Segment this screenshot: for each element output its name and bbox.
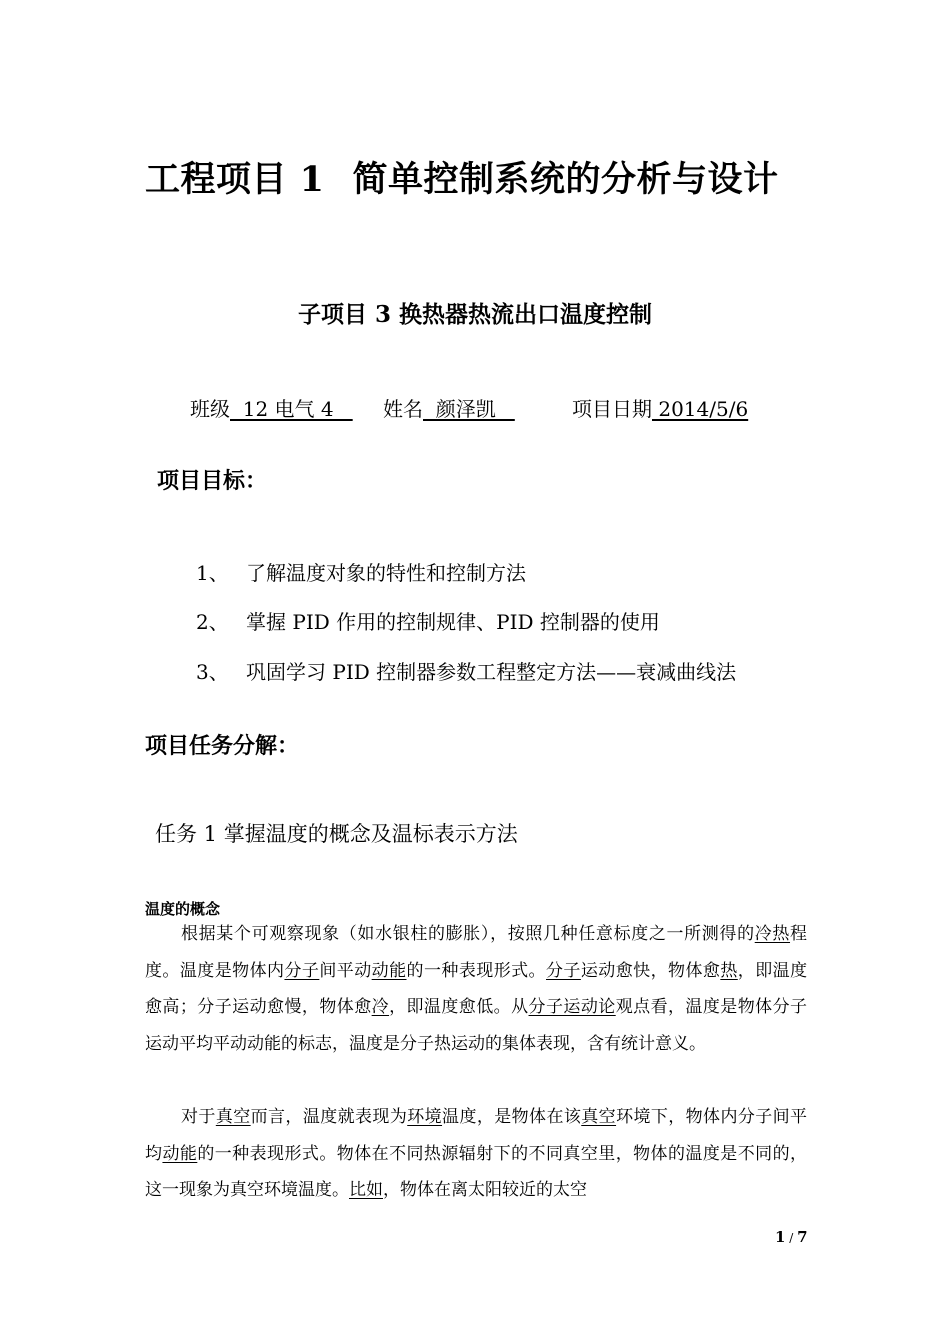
goal-item [196, 557, 526, 586]
link-text[interactable]: 冷热 [754, 924, 791, 944]
link-text[interactable]: 分子 [284, 960, 320, 981]
text-run: 根据某个可观察现象（如水银柱的膨胀），按照几种任意标度之一所测得的 [181, 924, 755, 944]
page-separator: / [785, 1231, 798, 1245]
concept-paragraph-1 [145, 916, 807, 1062]
class-label: 班级 [190, 397, 230, 421]
task-1-title: 任务 1 掌握温度的概念及温标表示方法 [155, 822, 518, 846]
tasks-heading: 项目任务分解： [145, 733, 300, 759]
goal-text: 巩固学习 PID 控制器参数工程整定方法——衰减曲线法 [246, 660, 737, 684]
title-project-name: 简单控制系统的分析与设计 [352, 159, 779, 200]
concept-paragraph-2 [145, 1099, 807, 1209]
link-text[interactable]: 分子 [546, 960, 581, 981]
text-run: 而言，温度就表现为 [250, 1107, 408, 1127]
text-run: 的一种表现形式。 [406, 960, 546, 981]
document-title [145, 152, 779, 202]
class-value: 12 电气 4 [230, 397, 353, 421]
text-run: ，即温度愈低。从 [389, 997, 529, 1017]
document-subtitle: 子项目 3 换热器热流出口温度控制 [297, 301, 653, 328]
page-total: 7 [797, 1228, 808, 1246]
date-info [572, 393, 748, 422]
name-label: 姓名 [383, 397, 423, 421]
goal-number: 3、 [196, 660, 229, 684]
title-project-number: 工程项目 1 [145, 159, 325, 200]
link-text[interactable]: 动能 [162, 1143, 198, 1164]
date-label: 项目日期 [572, 397, 652, 421]
text-run: ，物体在离太阳较近的太空 [383, 1180, 587, 1200]
name-info [383, 393, 515, 422]
goal-text: 了解温度对象的特性和控制方法 [246, 561, 526, 585]
link-text[interactable]: 比如 [349, 1180, 383, 1200]
text-run: 温度，是物体在该 [442, 1107, 582, 1127]
text-run: 环境下，物体内分子间平均 [145, 1107, 808, 1164]
link-text[interactable]: 环境 [407, 1107, 443, 1127]
goals-heading: 项目目标： [157, 468, 268, 494]
text-run: 的一种表现形式。物体在不同热源辐射下的不同真空里，物体的温度是不同的，这一现象为真空环境温度。 [145, 1143, 808, 1200]
goal-item [196, 606, 660, 635]
goal-number: 1、 [196, 561, 229, 585]
text-run: 程度。温度是物体内 [145, 924, 808, 981]
goal-text: 掌握 PID 作用的控制规律、PID 控制器的使用 [246, 610, 660, 634]
link-text[interactable]: 真空 [215, 1107, 251, 1127]
text-run: 观点看，温度是物体分子运动平均平动动能的标志，温度是分子热运动的集体表现，含有统计意义。 [145, 997, 808, 1054]
class-info [190, 393, 353, 422]
page-number [775, 1228, 808, 1246]
goal-number: 2、 [196, 610, 229, 634]
link-text[interactable]: 热 [720, 960, 738, 981]
page-current: 1 [775, 1228, 786, 1246]
link-text[interactable]: 动能 [371, 960, 407, 981]
link-text[interactable]: 真空 [581, 1107, 617, 1127]
text-run: ，即温度愈高；分子运动愈慢，物体愈 [145, 960, 808, 1017]
name-value: 颜泽凯 [423, 397, 515, 421]
link-text[interactable]: 分子运动论 [528, 997, 616, 1017]
text-run: 间平动 [319, 960, 372, 981]
date-value: 2014/5/6 [652, 397, 749, 421]
text-run: 对于 [181, 1107, 216, 1127]
concept-heading: 温度的概念 [145, 900, 221, 918]
goal-item [196, 656, 736, 685]
text-run: 运动愈快，物体愈 [580, 960, 721, 981]
link-text[interactable]: 冷 [371, 997, 390, 1017]
